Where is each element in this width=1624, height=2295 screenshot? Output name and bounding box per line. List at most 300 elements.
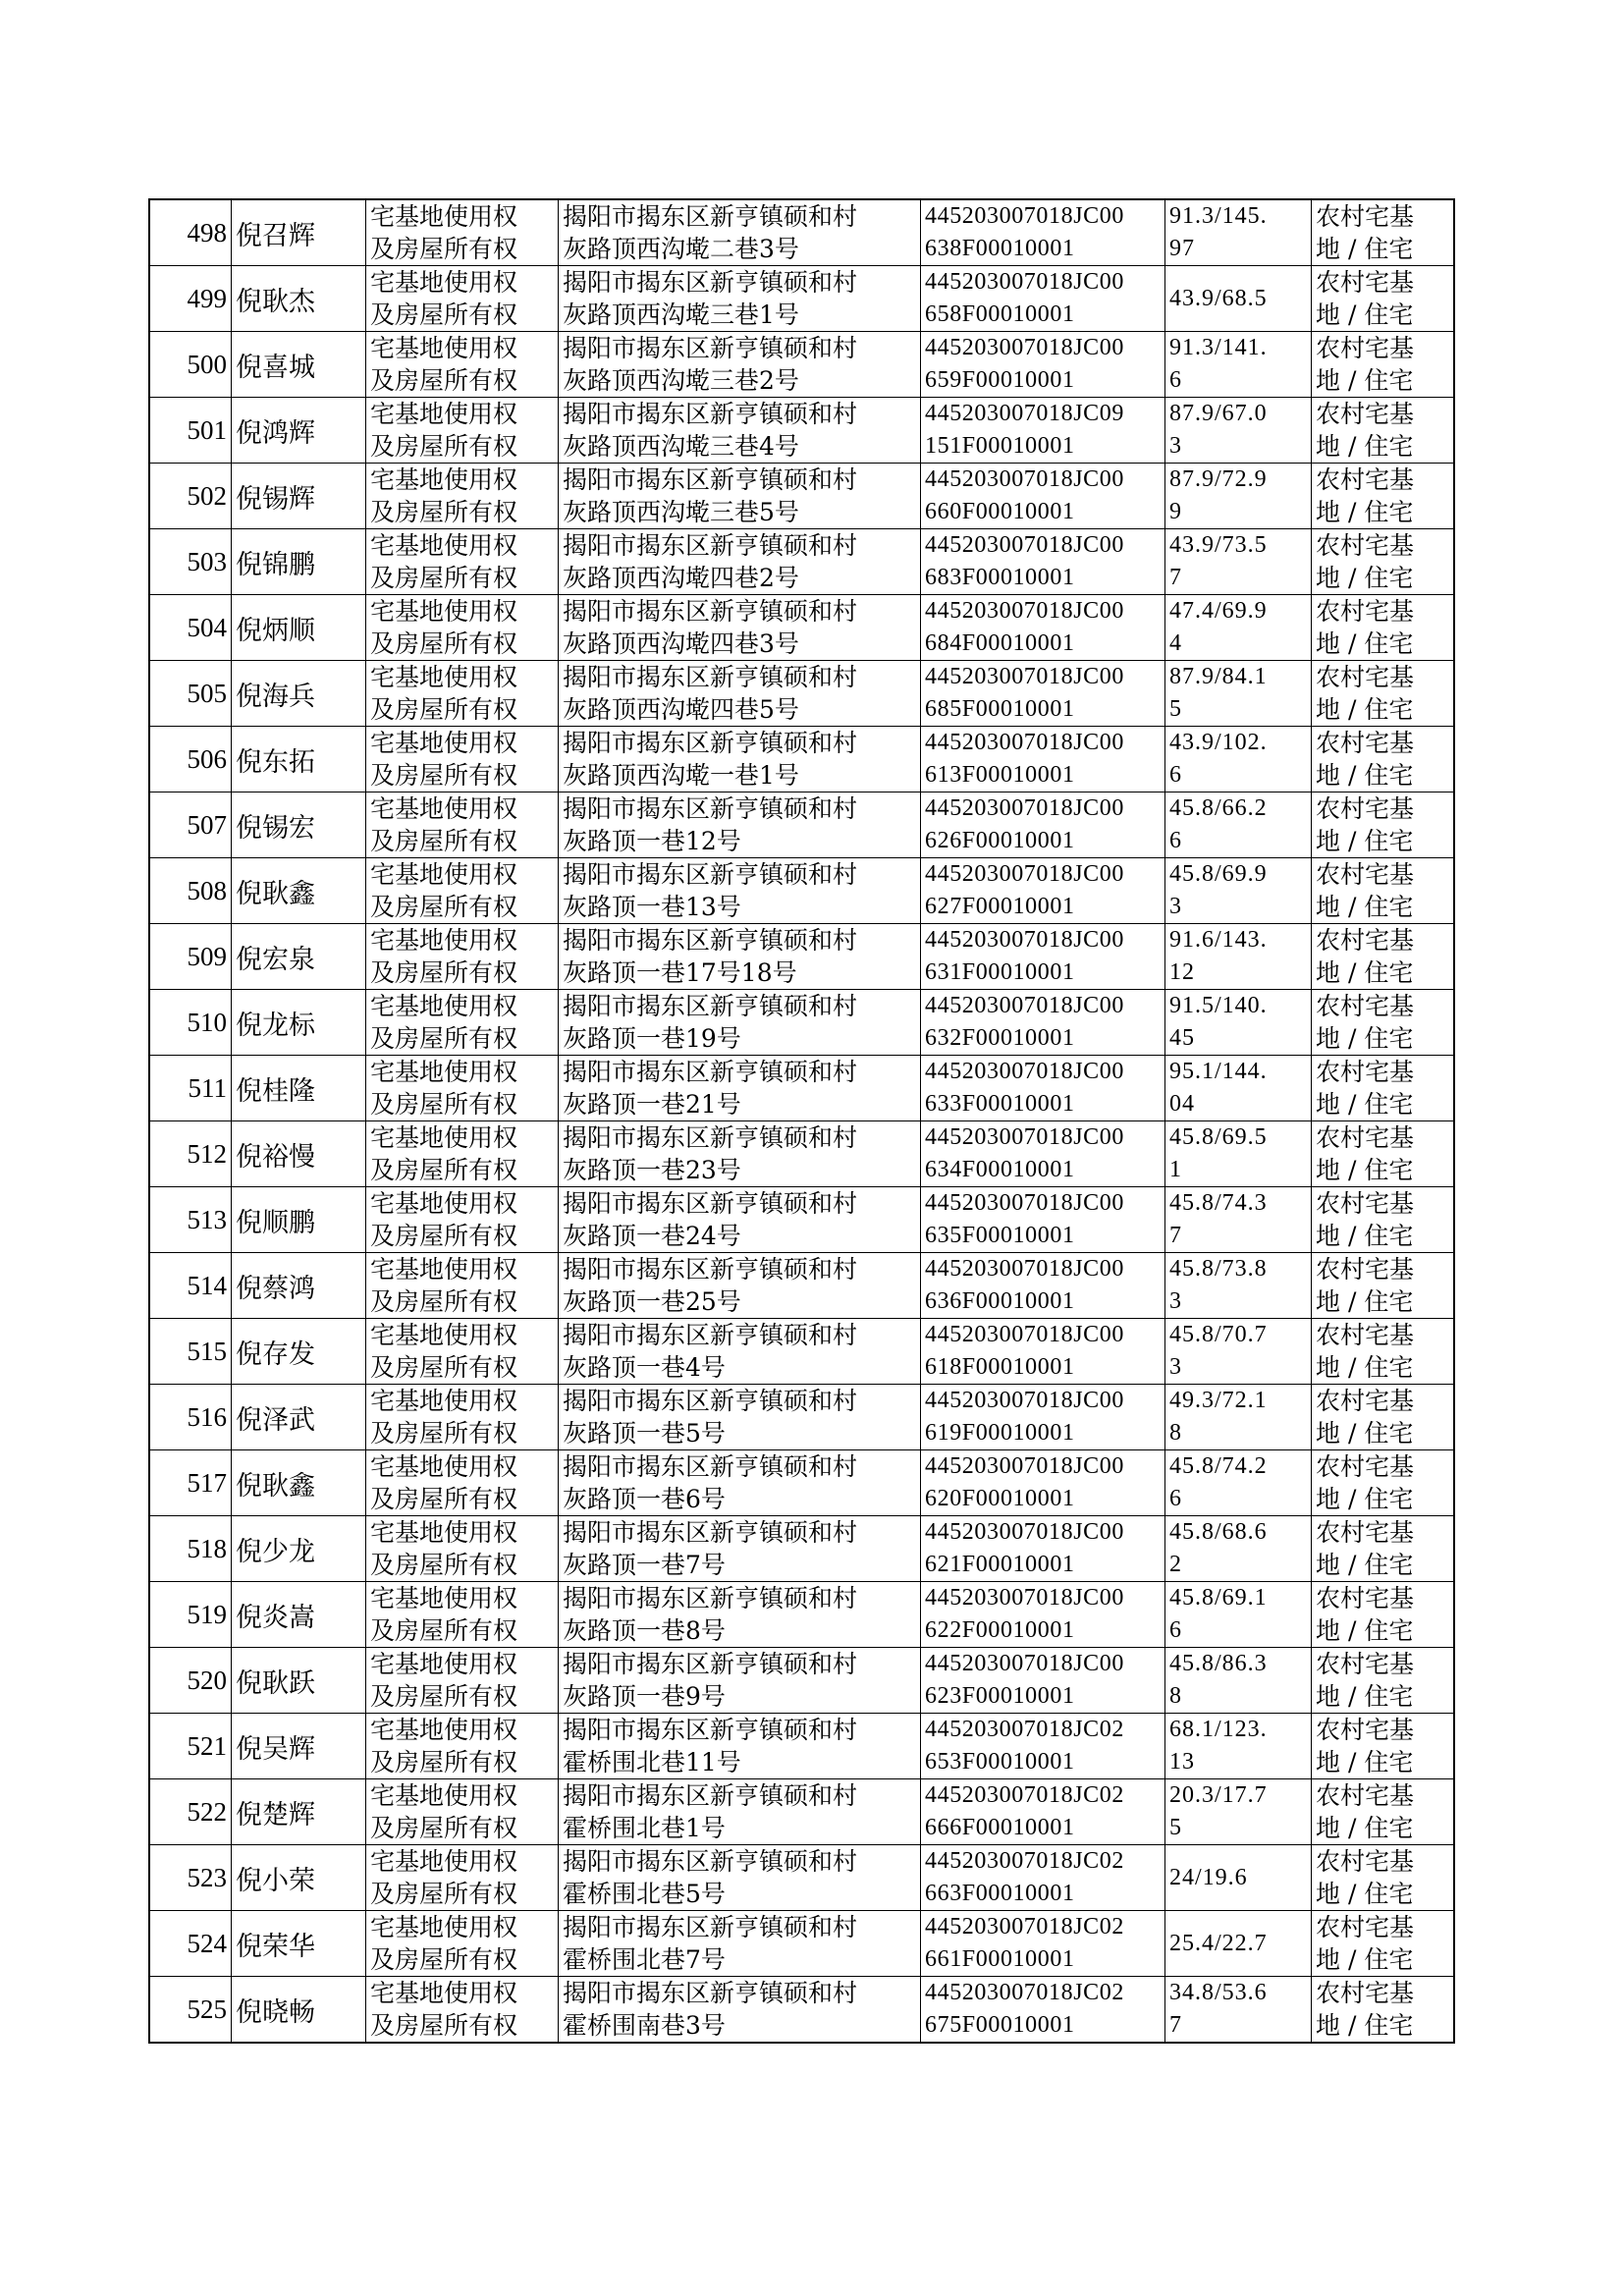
land-use-line: 农村宅基 (1316, 992, 1415, 1020)
address-line: 揭阳市揭东区新亨镇硕和村 (563, 1387, 858, 1415)
row-number-cell: 512 (149, 1121, 232, 1187)
unit-code-cell (921, 1319, 1165, 1385)
land-use-line: 农村宅基 (1316, 1058, 1415, 1086)
unit-code-cell (921, 924, 1165, 990)
unit-code-line: 445203007018JC00 (925, 861, 1124, 887)
address-line: 灰路顶西沟墘三巷4号 (563, 432, 799, 461)
area-line: 45.8/69.5 (1169, 1124, 1268, 1150)
right-type-line: 宅基地使用权 (370, 597, 518, 626)
unit-code-cell (921, 1253, 1165, 1319)
unit-code-line: 445203007018JC00 (925, 1453, 1124, 1479)
area-line: 91.3/141. (1169, 335, 1268, 360)
land-use-line: 地 / 住宅 (1316, 301, 1414, 329)
owner-name-cell: 倪桂隆 (232, 1056, 366, 1121)
unit-code-line: 445203007018JC00 (925, 598, 1124, 624)
owner-name-cell: 倪海兵 (232, 661, 366, 727)
land-use-line: 农村宅基 (1316, 531, 1415, 560)
area-line: 45.8/68.6 (1169, 1519, 1268, 1545)
address-cell (559, 1516, 921, 1582)
row-number-cell: 518 (149, 1516, 232, 1582)
land-use-cell (1312, 1253, 1455, 1319)
land-use-line: 地 / 住宅 (1316, 366, 1414, 395)
address-line: 揭阳市揭东区新亨镇硕和村 (563, 268, 858, 297)
table-row (149, 1385, 1454, 1450)
address-line: 揭阳市揭东区新亨镇硕和村 (563, 1058, 858, 1086)
row-number-cell: 521 (149, 1714, 232, 1779)
unit-code-line: 445203007018JC00 (925, 466, 1124, 492)
land-use-line: 农村宅基 (1316, 794, 1415, 823)
unit-code-line: 633F00010001 (925, 1091, 1075, 1117)
right-type-line: 及房屋所有权 (370, 1880, 518, 1908)
address-line: 灰路顶西沟墘三巷1号 (563, 301, 799, 329)
land-use-line: 地 / 住宅 (1316, 958, 1414, 987)
land-use-line: 农村宅基 (1316, 1452, 1415, 1481)
address-line: 灰路顶一巷13号 (563, 893, 741, 921)
right-type-line: 及房屋所有权 (370, 432, 518, 461)
area-line: 45.8/69.1 (1169, 1585, 1268, 1611)
area-line: 04 (1169, 1091, 1195, 1117)
address-line: 灰路顶一巷23号 (563, 1156, 741, 1184)
land-use-line: 地 / 住宅 (1316, 1616, 1414, 1645)
area-line: 45.8/70.7 (1169, 1322, 1268, 1347)
unit-code-line: 683F00010001 (925, 565, 1075, 590)
right-type-cell (366, 1714, 559, 1779)
unit-code-cell (921, 727, 1165, 792)
area-cell (1165, 661, 1312, 727)
land-use-line: 农村宅基 (1316, 400, 1415, 428)
area-line: 87.9/84.1 (1169, 664, 1268, 689)
address-line: 揭阳市揭东区新亨镇硕和村 (563, 334, 858, 362)
area-line: 2 (1169, 1552, 1182, 1577)
address-line: 灰路顶一巷12号 (563, 827, 741, 855)
area-cell (1165, 595, 1312, 661)
right-type-line: 及房屋所有权 (370, 2011, 518, 2040)
area-cell (1165, 1779, 1312, 1845)
table-row (149, 464, 1454, 529)
address-cell (559, 266, 921, 332)
unit-code-line: 445203007018JC02 (925, 1848, 1124, 1874)
address-line: 揭阳市揭东区新亨镇硕和村 (563, 1255, 858, 1284)
area-line: 47.4/69.9 (1169, 598, 1268, 624)
land-use-cell (1312, 1845, 1455, 1911)
right-type-line: 宅基地使用权 (370, 992, 518, 1020)
owner-name-cell: 倪楚辉 (232, 1779, 366, 1845)
land-use-cell (1312, 266, 1455, 332)
land-use-line: 地 / 住宅 (1316, 1024, 1414, 1053)
unit-code-line: 622F00010001 (925, 1617, 1075, 1643)
table-row (149, 1845, 1454, 1911)
unit-code-cell (921, 1516, 1165, 1582)
area-line: 45.8/66.2 (1169, 795, 1268, 821)
unit-code-line: 445203007018JC00 (925, 1585, 1124, 1611)
address-line: 灰路顶一巷4号 (563, 1353, 726, 1382)
table-row (149, 1187, 1454, 1253)
right-type-line: 及房屋所有权 (370, 1419, 518, 1448)
row-number-cell: 524 (149, 1911, 232, 1977)
land-use-cell (1312, 1977, 1455, 2044)
unit-code-cell (921, 1779, 1165, 1845)
table-row (149, 727, 1454, 792)
address-cell (559, 661, 921, 727)
land-use-line: 农村宅基 (1316, 663, 1415, 691)
area-line: 91.3/145. (1169, 203, 1268, 229)
address-line: 揭阳市揭东区新亨镇硕和村 (563, 926, 858, 955)
right-type-cell (366, 727, 559, 792)
right-type-line: 宅基地使用权 (370, 1255, 518, 1284)
unit-code-line: 445203007018JC00 (925, 730, 1124, 755)
right-type-line: 及房屋所有权 (370, 629, 518, 658)
land-use-line: 地 / 住宅 (1316, 1551, 1414, 1579)
right-type-line: 宅基地使用权 (370, 1452, 518, 1481)
area-cell (1165, 1187, 1312, 1253)
right-type-line: 宅基地使用权 (370, 794, 518, 823)
land-use-line: 地 / 住宅 (1316, 1287, 1414, 1316)
area-line: 6 (1169, 828, 1182, 853)
owner-name-cell: 倪喜城 (232, 332, 366, 398)
address-line: 灰路顶西沟墘二巷3号 (563, 235, 799, 263)
unit-code-line: 660F00010001 (925, 499, 1075, 524)
unit-code-line: 658F00010001 (925, 301, 1075, 327)
land-use-line: 农村宅基 (1316, 597, 1415, 626)
address-line: 灰路顶西沟墘四巷3号 (563, 629, 799, 658)
area-line: 5 (1169, 696, 1182, 722)
area-cell (1165, 1516, 1312, 1582)
owner-name-cell: 倪锡辉 (232, 464, 366, 529)
land-use-cell (1312, 661, 1455, 727)
unit-code-line: 635F00010001 (925, 1223, 1075, 1248)
land-use-line: 地 / 住宅 (1316, 2011, 1414, 2040)
right-type-cell (366, 1779, 559, 1845)
address-line: 揭阳市揭东区新亨镇硕和村 (563, 860, 858, 889)
land-use-line: 地 / 住宅 (1316, 1748, 1414, 1776)
address-cell (559, 858, 921, 924)
address-cell (559, 990, 921, 1056)
owner-name-cell: 倪泽武 (232, 1385, 366, 1450)
table-row (149, 1450, 1454, 1516)
table-row (149, 1779, 1454, 1845)
land-use-cell (1312, 1779, 1455, 1845)
address-cell (559, 1253, 921, 1319)
owner-name-cell: 倪晓畅 (232, 1977, 366, 2044)
area-line: 1 (1169, 1157, 1182, 1182)
table-row (149, 1582, 1454, 1648)
address-line: 揭阳市揭东区新亨镇硕和村 (563, 465, 858, 494)
area-line: 3 (1169, 1288, 1182, 1314)
address-line: 揭阳市揭东区新亨镇硕和村 (563, 202, 858, 231)
area-line: 45.8/86.3 (1169, 1651, 1268, 1676)
row-number-cell: 522 (149, 1779, 232, 1845)
area-cell (1165, 529, 1312, 595)
area-line: 87.9/67.0 (1169, 401, 1268, 426)
unit-code-line: 638F00010001 (925, 236, 1075, 261)
land-use-line: 农村宅基 (1316, 1584, 1415, 1612)
owner-name-cell: 倪锦鹏 (232, 529, 366, 595)
table-row (149, 1516, 1454, 1582)
unit-code-line: 445203007018JC00 (925, 993, 1124, 1018)
unit-code-line: 627F00010001 (925, 894, 1075, 919)
right-type-line: 及房屋所有权 (370, 1551, 518, 1579)
land-use-cell (1312, 792, 1455, 858)
unit-code-cell (921, 661, 1165, 727)
address-line: 揭阳市揭东区新亨镇硕和村 (563, 794, 858, 823)
land-use-line: 农村宅基 (1316, 268, 1415, 297)
unit-code-cell (921, 199, 1165, 266)
address-cell (559, 1845, 921, 1911)
right-type-line: 宅基地使用权 (370, 1716, 518, 1744)
address-line: 揭阳市揭东区新亨镇硕和村 (563, 1781, 858, 1810)
unit-code-line: 151F00010001 (925, 433, 1075, 459)
land-use-line: 地 / 住宅 (1316, 235, 1414, 263)
address-line: 揭阳市揭东区新亨镇硕和村 (563, 1189, 858, 1218)
owner-name-cell: 倪东拓 (232, 727, 366, 792)
table-row (149, 792, 1454, 858)
table-row (149, 332, 1454, 398)
unit-code-line: 666F00010001 (925, 1815, 1075, 1840)
right-type-line: 宅基地使用权 (370, 202, 518, 231)
land-use-line: 地 / 住宅 (1316, 1353, 1414, 1382)
right-type-line: 及房屋所有权 (370, 235, 518, 263)
right-type-cell (366, 529, 559, 595)
land-use-line: 农村宅基 (1316, 729, 1415, 757)
right-type-line: 及房屋所有权 (370, 1024, 518, 1053)
right-type-cell (366, 464, 559, 529)
owner-name-cell: 倪耿杰 (232, 266, 366, 332)
unit-code-line: 445203007018JC02 (925, 1914, 1124, 1940)
right-type-line: 宅基地使用权 (370, 926, 518, 955)
unit-code-line: 445203007018JC00 (925, 664, 1124, 689)
row-number-cell: 500 (149, 332, 232, 398)
land-use-line: 地 / 住宅 (1316, 1090, 1414, 1119)
right-type-line: 及房屋所有权 (370, 827, 518, 855)
right-type-line: 宅基地使用权 (370, 1518, 518, 1547)
address-line: 揭阳市揭东区新亨镇硕和村 (563, 597, 858, 626)
right-type-line: 及房屋所有权 (370, 1222, 518, 1250)
address-line: 灰路顶西沟墘四巷5号 (563, 695, 799, 724)
address-cell (559, 1319, 921, 1385)
area-line: 43.9/73.5 (1169, 532, 1268, 558)
area-line: 8 (1169, 1683, 1182, 1709)
area-cell (1165, 1648, 1312, 1714)
unit-code-cell (921, 332, 1165, 398)
unit-code-line: 445203007018JC02 (925, 1980, 1124, 2005)
area-line: 7 (1169, 1223, 1182, 1248)
land-use-cell (1312, 1648, 1455, 1714)
area-cell (1165, 1977, 1312, 2044)
area-cell (1165, 1121, 1312, 1187)
land-use-line: 农村宅基 (1316, 1781, 1415, 1810)
right-type-line: 及房屋所有权 (370, 1156, 518, 1184)
right-type-line: 宅基地使用权 (370, 1058, 518, 1086)
land-use-cell (1312, 1911, 1455, 1977)
right-type-cell (366, 332, 559, 398)
address-cell (559, 464, 921, 529)
address-line: 揭阳市揭东区新亨镇硕和村 (563, 1847, 858, 1876)
owner-name-cell: 倪蔡鸿 (232, 1253, 366, 1319)
address-line: 霍桥围北巷5号 (563, 1880, 726, 1908)
land-use-cell (1312, 1187, 1455, 1253)
land-use-line: 地 / 住宅 (1316, 761, 1414, 790)
owner-name-cell: 倪鸿辉 (232, 398, 366, 464)
row-number-cell: 513 (149, 1187, 232, 1253)
area-cell (1165, 1714, 1312, 1779)
address-cell (559, 924, 921, 990)
right-type-line: 及房屋所有权 (370, 1814, 518, 1842)
unit-code-line: 684F00010001 (925, 630, 1075, 656)
address-line: 灰路顶一巷5号 (563, 1419, 726, 1448)
address-cell (559, 727, 921, 792)
row-number-cell: 498 (149, 199, 232, 266)
land-use-line: 农村宅基 (1316, 1123, 1415, 1152)
land-use-cell (1312, 858, 1455, 924)
unit-code-cell (921, 1385, 1165, 1450)
unit-code-cell (921, 529, 1165, 595)
land-use-cell (1312, 1450, 1455, 1516)
row-number-cell: 505 (149, 661, 232, 727)
right-type-line: 宅基地使用权 (370, 1650, 518, 1678)
land-use-cell (1312, 1385, 1455, 1450)
unit-code-cell (921, 1121, 1165, 1187)
unit-code-line: 445203007018JC00 (925, 1519, 1124, 1545)
address-cell (559, 529, 921, 595)
row-number-cell: 515 (149, 1319, 232, 1385)
area-line: 6 (1169, 1617, 1182, 1643)
row-number-cell: 509 (149, 924, 232, 990)
table-row (149, 858, 1454, 924)
land-use-line: 农村宅基 (1316, 1255, 1415, 1284)
right-type-cell (366, 792, 559, 858)
address-line: 灰路顶一巷21号 (563, 1090, 741, 1119)
right-type-line: 宅基地使用权 (370, 531, 518, 560)
area-line: 20.3/17.7 (1169, 1782, 1268, 1808)
land-use-line: 农村宅基 (1316, 1518, 1415, 1547)
right-type-cell (366, 266, 559, 332)
owner-name-cell: 倪少龙 (232, 1516, 366, 1582)
right-type-line: 及房屋所有权 (370, 1682, 518, 1711)
address-line: 揭阳市揭东区新亨镇硕和村 (563, 1913, 858, 1941)
owner-name-cell: 倪锡宏 (232, 792, 366, 858)
address-line: 揭阳市揭东区新亨镇硕和村 (563, 531, 858, 560)
address-cell (559, 332, 921, 398)
area-cell (1165, 1582, 1312, 1648)
area-line: 6 (1169, 1486, 1182, 1511)
right-type-line: 及房屋所有权 (370, 1945, 518, 1974)
unit-code-line: 621F00010001 (925, 1552, 1075, 1577)
right-type-line: 及房屋所有权 (370, 893, 518, 921)
row-number-cell: 504 (149, 595, 232, 661)
unit-code-cell (921, 1845, 1165, 1911)
owner-name-cell: 倪裕慢 (232, 1121, 366, 1187)
land-use-line: 地 / 住宅 (1316, 498, 1414, 526)
area-cell (1165, 1845, 1312, 1911)
unit-code-line: 445203007018JC00 (925, 1190, 1124, 1216)
address-line: 霍桥围北巷11号 (563, 1748, 741, 1776)
property-register-table (148, 198, 1455, 2044)
land-use-line: 地 / 住宅 (1316, 827, 1414, 855)
unit-code-line: 445203007018JC02 (925, 1782, 1124, 1808)
area-cell (1165, 1450, 1312, 1516)
owner-name-cell: 倪吴辉 (232, 1714, 366, 1779)
area-line: 87.9/72.9 (1169, 466, 1268, 492)
unit-code-line: 445203007018JC00 (925, 795, 1124, 821)
address-line: 灰路顶西沟墘四巷2号 (563, 564, 799, 592)
right-type-line: 及房屋所有权 (370, 958, 518, 987)
address-cell (559, 1450, 921, 1516)
right-type-line: 宅基地使用权 (370, 1387, 518, 1415)
right-type-line: 宅基地使用权 (370, 663, 518, 691)
land-use-cell (1312, 1582, 1455, 1648)
land-use-cell (1312, 595, 1455, 661)
row-number-cell: 501 (149, 398, 232, 464)
address-cell (559, 595, 921, 661)
right-type-cell (366, 398, 559, 464)
unit-code-line: 445203007018JC09 (925, 401, 1124, 426)
right-type-cell (366, 858, 559, 924)
owner-name-cell: 倪荣华 (232, 1911, 366, 1977)
right-type-cell (366, 1056, 559, 1121)
land-use-cell (1312, 1121, 1455, 1187)
area-line: 97 (1169, 236, 1195, 261)
address-cell (559, 398, 921, 464)
right-type-line: 宅基地使用权 (370, 729, 518, 757)
right-type-line: 及房屋所有权 (370, 564, 518, 592)
row-number-cell: 499 (149, 266, 232, 332)
right-type-line: 宅基地使用权 (370, 400, 518, 428)
owner-name-cell: 倪耿鑫 (232, 1450, 366, 1516)
unit-code-line: 445203007018JC00 (925, 532, 1124, 558)
unit-code-line: 445203007018JC00 (925, 203, 1124, 229)
land-use-line: 农村宅基 (1316, 1387, 1415, 1415)
row-number-cell: 506 (149, 727, 232, 792)
unit-code-line: 445203007018JC00 (925, 1322, 1124, 1347)
row-number-cell: 507 (149, 792, 232, 858)
area-line: 45.8/74.2 (1169, 1453, 1268, 1479)
unit-code-cell (921, 398, 1165, 464)
unit-code-line: 634F00010001 (925, 1157, 1075, 1182)
unit-code-line: 613F00010001 (925, 762, 1075, 788)
address-cell (559, 1582, 921, 1648)
right-type-line: 及房屋所有权 (370, 1616, 518, 1645)
unit-code-line: 663F00010001 (925, 1881, 1075, 1906)
address-line: 灰路顶一巷8号 (563, 1616, 726, 1645)
address-line: 揭阳市揭东区新亨镇硕和村 (563, 400, 858, 428)
area-line: 8 (1169, 1420, 1182, 1446)
area-line: 6 (1169, 762, 1182, 788)
land-use-line: 地 / 住宅 (1316, 1222, 1414, 1250)
area-line: 7 (1169, 565, 1182, 590)
land-use-line: 农村宅基 (1316, 334, 1415, 362)
area-line: 45.8/74.3 (1169, 1190, 1268, 1216)
table-row (149, 1253, 1454, 1319)
address-line: 揭阳市揭东区新亨镇硕和村 (563, 1518, 858, 1547)
right-type-line: 宅基地使用权 (370, 465, 518, 494)
owner-name-cell: 倪召辉 (232, 199, 366, 266)
land-use-line: 农村宅基 (1316, 1979, 1415, 2007)
right-type-cell (366, 1121, 559, 1187)
land-use-line: 农村宅基 (1316, 1650, 1415, 1678)
table-row (149, 1714, 1454, 1779)
right-type-cell (366, 1253, 559, 1319)
address-cell (559, 1648, 921, 1714)
land-use-line: 农村宅基 (1316, 1847, 1415, 1876)
right-type-cell (366, 1516, 559, 1582)
area-line: 3 (1169, 1354, 1182, 1380)
area-line: 45 (1169, 1025, 1195, 1051)
address-line: 灰路顶一巷9号 (563, 1682, 726, 1711)
owner-name-cell: 倪龙标 (232, 990, 366, 1056)
right-type-cell (366, 1648, 559, 1714)
area-cell (1165, 199, 1312, 266)
unit-code-cell (921, 1648, 1165, 1714)
